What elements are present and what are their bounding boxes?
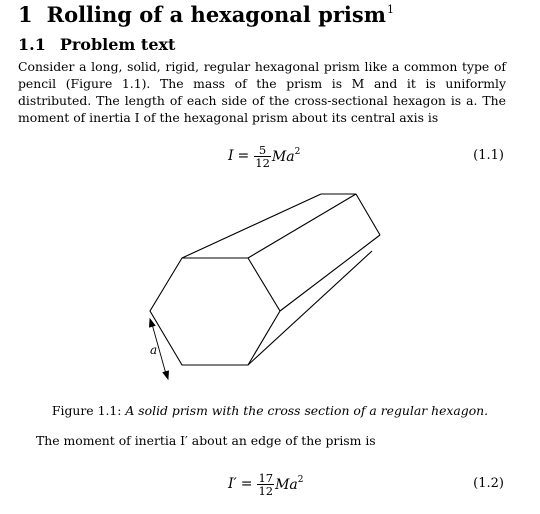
- equation-2-fraction: [257, 472, 274, 497]
- equation-2-denominator: 12: [258, 483, 274, 498]
- equation-2-number: (1.2): [473, 476, 504, 491]
- equation-1-fraction: [254, 144, 271, 169]
- side-length-label: a: [150, 343, 158, 357]
- problem-paragraph: Consider a long, solid, rigid, regular hexagonal prism like a common type of pencil (Figure 1.1). The mass of the prism is M and it is uniformly distributed. The length of each side of the cross-sectional hexagon is a. The moment of inertia I of the hexagonal prism about its central axis is: [18, 59, 506, 125]
- subsection-number: 1.1: [18, 35, 46, 54]
- dimension-arrow-head-bottom: [163, 371, 169, 379]
- equation-2-rhs-term: Ma: [275, 477, 298, 493]
- equation-1-equals: =: [237, 148, 250, 164]
- equation-1-rhs-term: Ma: [271, 149, 295, 165]
- figure-caption: [0, 403, 540, 418]
- equation-2-lhs: I′: [228, 476, 237, 492]
- subsection-title: Problem text: [59, 35, 176, 54]
- prism-edge-top-right: [248, 194, 356, 258]
- edge-inertia-paragraph: The moment of inertia I′ about an edge of the prism is: [36, 433, 376, 448]
- figure-caption-label: Figure 1.1:: [51, 403, 122, 418]
- section-title: Rolling of a hexagonal prism: [46, 2, 386, 27]
- hexagonal-prism-figure: [130, 186, 400, 381]
- equation-1-numerator: 5: [258, 142, 267, 157]
- equation-1-body: [228, 136, 300, 176]
- prism-edge-bottom-right: [248, 251, 372, 365]
- equation-2-rhs: [275, 475, 303, 493]
- equation-2: [0, 464, 540, 504]
- footnote-mark[interactable]: 1: [386, 3, 394, 16]
- prism-edge-back-right: [356, 194, 380, 235]
- section-heading: [18, 2, 394, 27]
- equation-1-lhs: I: [228, 148, 234, 164]
- equation-2-power: 2: [297, 475, 304, 485]
- figure-caption-text: A solid prism with the cross section of a regular hexagon.: [125, 403, 489, 418]
- equation-1-rhs: [272, 147, 300, 165]
- equation-1-denominator: 12: [255, 155, 270, 170]
- section-number: 1: [18, 2, 33, 27]
- dimension-arrow-head-top: [150, 319, 156, 327]
- equation-1: [0, 136, 540, 176]
- equation-2-body: [228, 464, 304, 504]
- equation-1-power: 2: [294, 147, 301, 157]
- equation-2-equals: =: [240, 476, 253, 492]
- equation-1-number: (1.1): [473, 148, 504, 163]
- subsection-heading: [18, 35, 175, 54]
- hexagon-front-face: [150, 258, 280, 365]
- prism-edge-top-left: [182, 194, 321, 258]
- equation-2-numerator: 17: [258, 470, 274, 485]
- prism-edge-right: [280, 235, 380, 311]
